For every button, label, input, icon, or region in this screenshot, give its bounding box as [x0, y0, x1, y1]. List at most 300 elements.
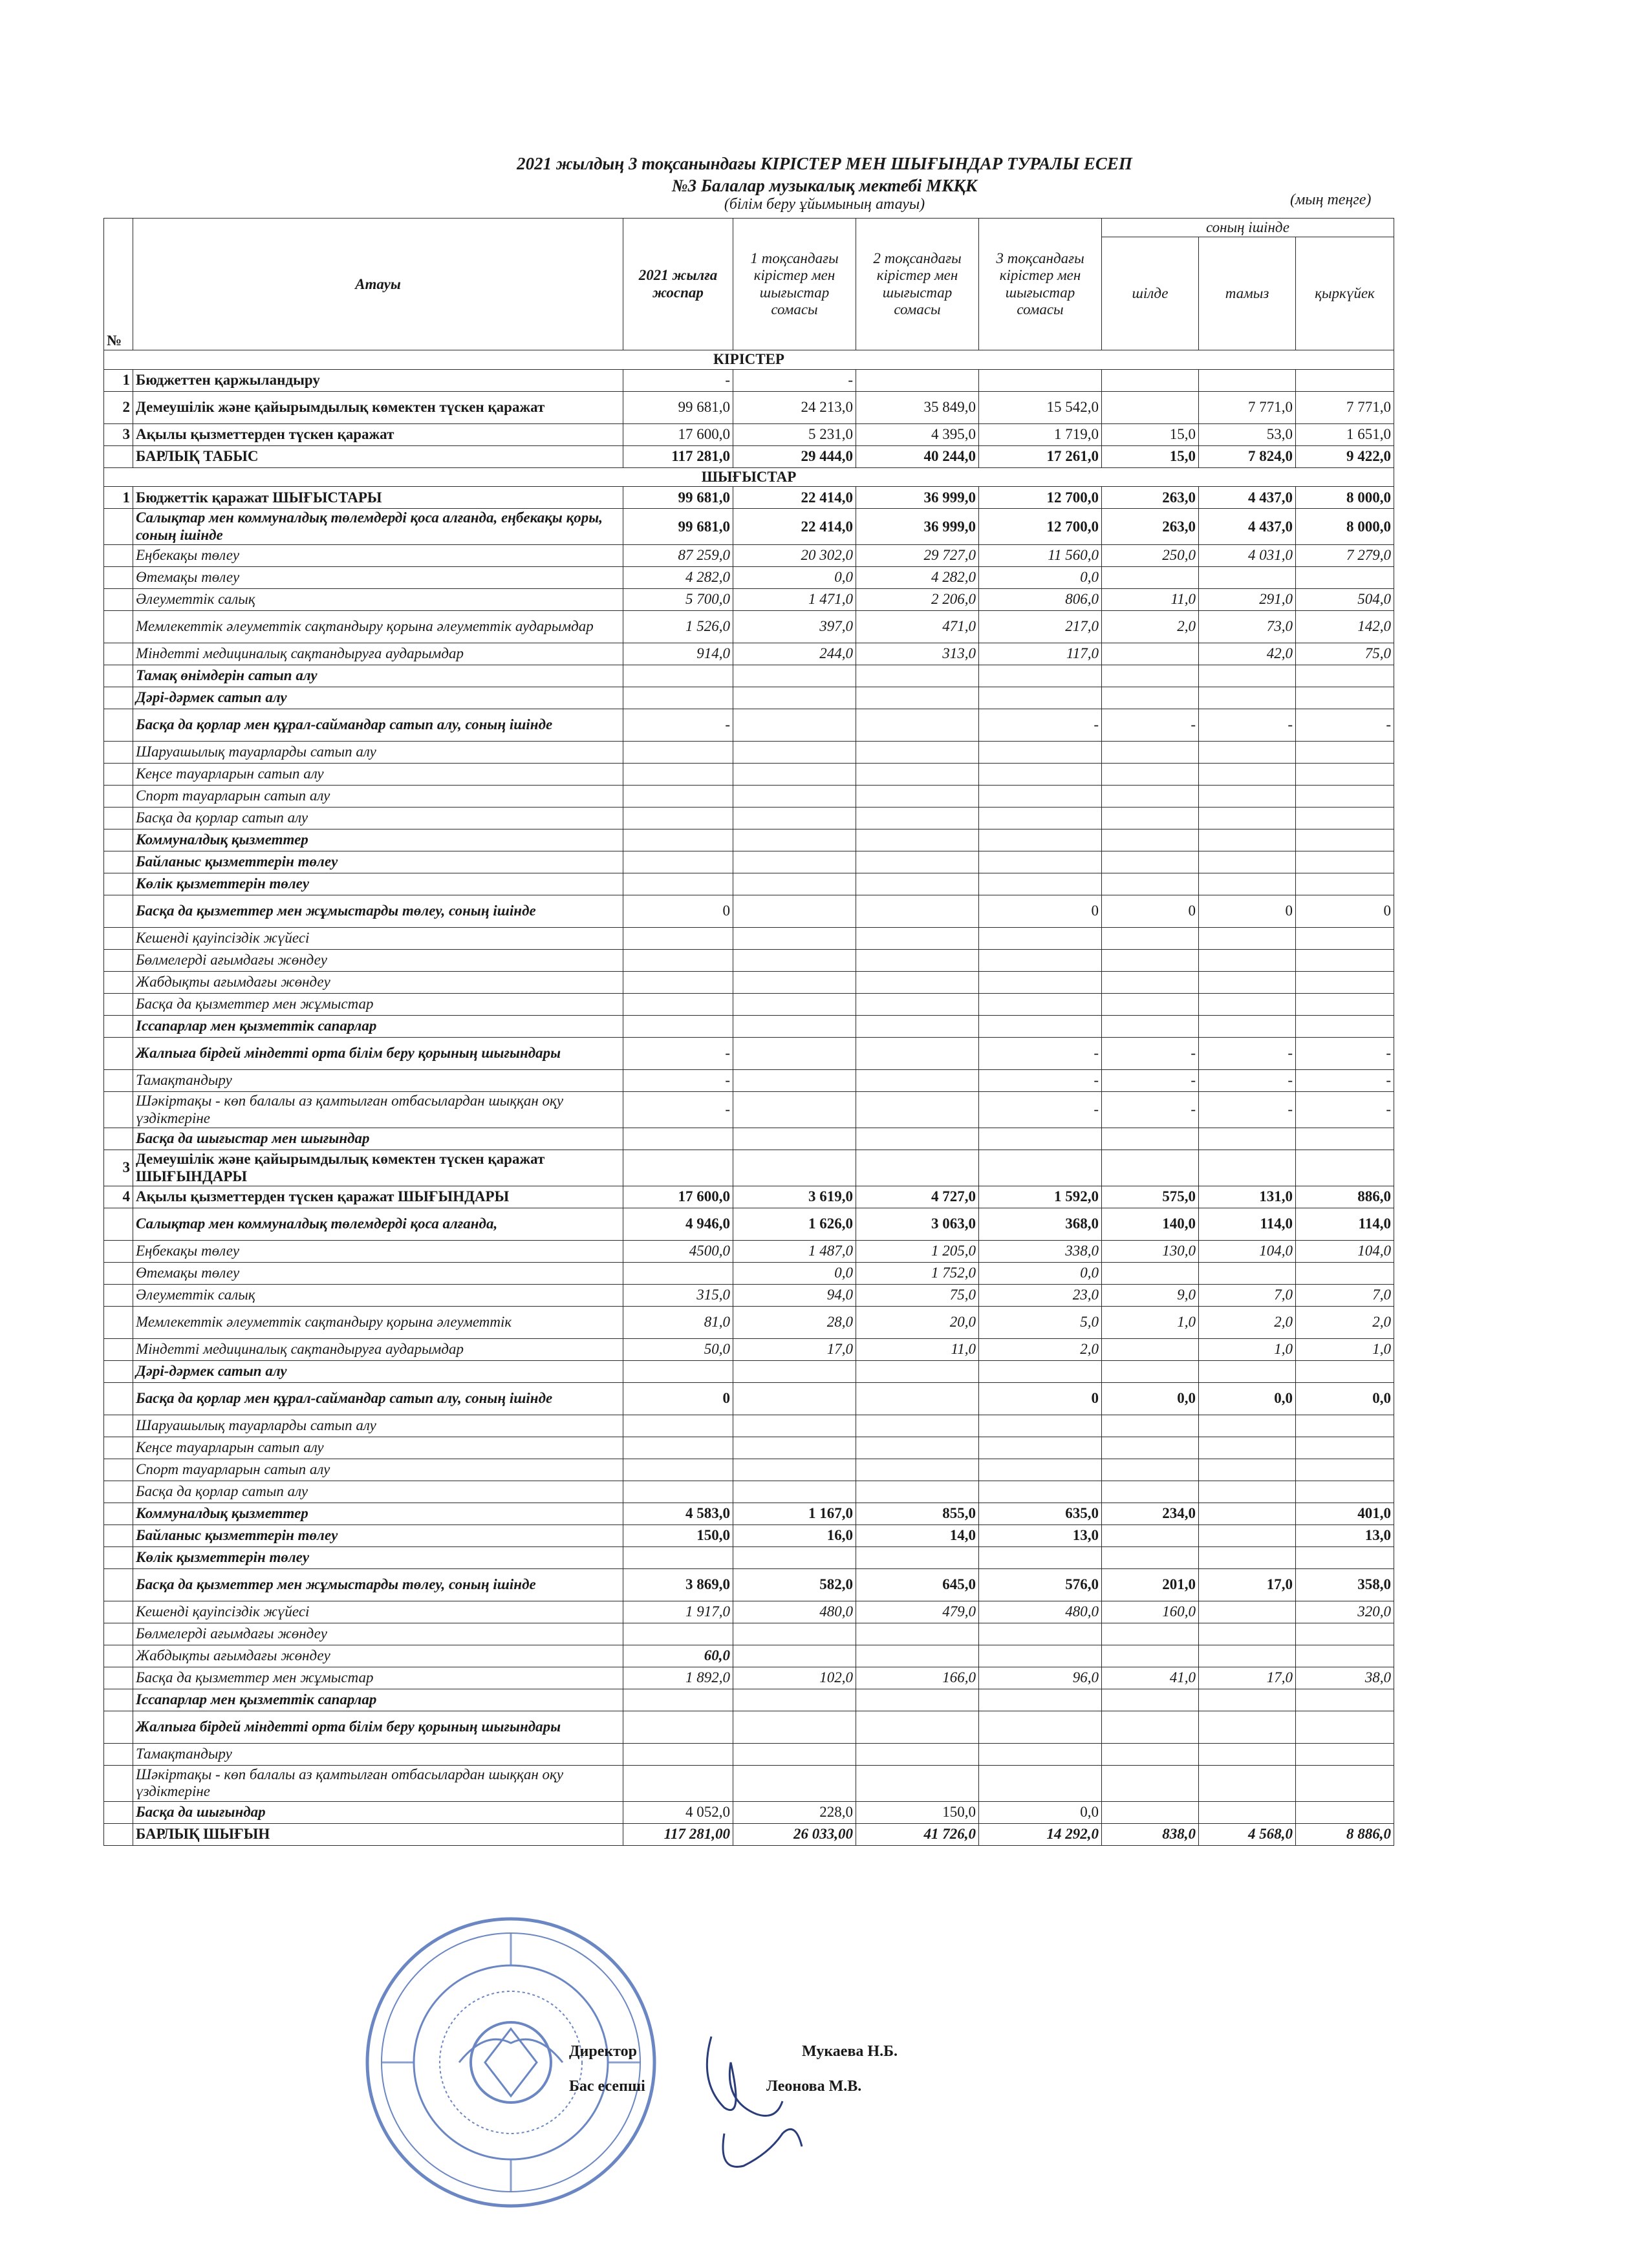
- value-cell: [979, 1437, 1102, 1459]
- value-cell: -: [1199, 709, 1296, 742]
- value-cell: [979, 1459, 1102, 1481]
- value-cell: 4 583,0: [623, 1503, 733, 1524]
- row-label: Коммуналдық қызметтер: [133, 1503, 623, 1524]
- value-cell: 36 999,0: [856, 509, 979, 545]
- value-cell: 9 422,0: [1296, 445, 1394, 467]
- row-number: [104, 589, 133, 611]
- value-cell: [1102, 1437, 1199, 1459]
- row-label: Спорт тауарларын сатып алу: [133, 1459, 623, 1481]
- row-label: Шаруашылық тауарларды сатып алу: [133, 1415, 623, 1437]
- row-label: Басқа да қызметтер мен жұмыстарды төлеу, соның ішінде: [133, 1568, 623, 1601]
- value-cell: [733, 1437, 856, 1459]
- col-name-header: Атауы: [133, 219, 623, 350]
- value-cell: 480,0: [979, 1601, 1102, 1623]
- value-cell: [1199, 665, 1296, 687]
- row-label: Жабдықты ағымдағы жөндеу: [133, 1645, 623, 1667]
- row-label: Байланыс қызметтерін төлеу: [133, 1524, 623, 1546]
- value-cell: 104,0: [1199, 1240, 1296, 1262]
- value-cell: 4 437,0: [1199, 509, 1296, 545]
- value-cell: 4 052,0: [623, 1801, 733, 1823]
- value-cell: [623, 687, 733, 709]
- value-cell: [1102, 369, 1199, 391]
- value-cell: [1199, 928, 1296, 950]
- value-cell: [623, 1623, 733, 1645]
- row-label: Мемлекеттік әлеуметтік сақтандыру қорына әлеуметтік: [133, 1306, 623, 1338]
- value-cell: 102,0: [733, 1667, 856, 1689]
- value-cell: 35 849,0: [856, 391, 979, 423]
- value-cell: 217,0: [979, 611, 1102, 643]
- row-number: [104, 1208, 133, 1240]
- unit-label: (мың теңге): [1290, 191, 1372, 208]
- report-table: [103, 218, 1394, 1846]
- value-cell: [1199, 1765, 1296, 1801]
- value-cell: 0: [623, 895, 733, 928]
- table-row: [104, 1360, 1394, 1382]
- value-cell: [733, 994, 856, 1016]
- value-cell: 114,0: [1296, 1208, 1394, 1240]
- value-cell: 645,0: [856, 1568, 979, 1601]
- value-cell: [1296, 1016, 1394, 1038]
- row-number: [104, 1601, 133, 1623]
- value-cell: [979, 1645, 1102, 1667]
- table-row: [104, 1823, 1394, 1845]
- value-cell: [1199, 1801, 1296, 1823]
- table-row: [104, 1070, 1394, 1092]
- value-cell: 4 568,0: [1199, 1823, 1296, 1845]
- table-row: [104, 851, 1394, 873]
- value-cell: 313,0: [856, 643, 979, 665]
- value-cell: [623, 1415, 733, 1437]
- value-cell: 7,0: [1296, 1284, 1394, 1306]
- value-cell: [1296, 829, 1394, 851]
- value-cell: 1 167,0: [733, 1503, 856, 1524]
- row-label: Жалпыға бірдей міндетті орта білім беру қорының шығындары: [133, 1711, 623, 1743]
- value-cell: [856, 1765, 979, 1801]
- value-cell: 0,0: [1199, 1382, 1296, 1415]
- value-cell: [1102, 1546, 1199, 1568]
- value-cell: [1102, 1016, 1199, 1038]
- value-cell: [623, 808, 733, 829]
- value-cell: 24 213,0: [733, 391, 856, 423]
- table-row: [104, 665, 1394, 687]
- value-cell: [1199, 1743, 1296, 1765]
- row-number: [104, 808, 133, 829]
- value-cell: [1199, 829, 1296, 851]
- value-cell: [733, 829, 856, 851]
- row-label: Кешенді қауіпсіздік жүйесі: [133, 1601, 623, 1623]
- value-cell: [1199, 1415, 1296, 1437]
- value-cell: 7 771,0: [1199, 391, 1296, 423]
- value-cell: 131,0: [1199, 1186, 1296, 1208]
- table-row: [104, 786, 1394, 808]
- value-cell: [1296, 567, 1394, 589]
- table-row: [104, 589, 1394, 611]
- table-row: [104, 1801, 1394, 1823]
- table-row: [104, 1481, 1394, 1503]
- value-cell: [856, 1459, 979, 1481]
- row-label: Көлік қызметтерін төлеу: [133, 1546, 623, 1568]
- table-row: [104, 1150, 1394, 1186]
- value-cell: [623, 1459, 733, 1481]
- value-cell: [979, 1743, 1102, 1765]
- table-row: [104, 1338, 1394, 1360]
- row-label: Ақылы қызметтерден түскен қаражат: [133, 423, 623, 445]
- value-cell: [733, 1070, 856, 1092]
- value-cell: [623, 1360, 733, 1382]
- value-cell: -: [623, 1092, 733, 1128]
- value-cell: [1296, 1459, 1394, 1481]
- row-label: Кеңсе тауарларын сатып алу: [133, 1437, 623, 1459]
- row-label: Басқа да шығындар: [133, 1801, 623, 1823]
- value-cell: [1296, 764, 1394, 786]
- value-cell: [733, 1765, 856, 1801]
- value-cell: [623, 786, 733, 808]
- row-label: Салықтар мен коммуналдық төлемдерді қоса алғанда, еңбекақы қоры, соның ішінде: [133, 509, 623, 545]
- row-number: [104, 1765, 133, 1801]
- handwritten-signature: [685, 2024, 815, 2179]
- value-cell: 1 205,0: [856, 1240, 979, 1262]
- value-cell: -: [979, 1070, 1102, 1092]
- value-cell: [1199, 1524, 1296, 1546]
- table-row: [104, 391, 1394, 423]
- value-cell: [856, 369, 979, 391]
- value-cell: 73,0: [1199, 611, 1296, 643]
- value-cell: [979, 1623, 1102, 1645]
- value-cell: 12 700,0: [979, 509, 1102, 545]
- value-cell: [856, 1092, 979, 1128]
- value-cell: 315,0: [623, 1284, 733, 1306]
- value-cell: [856, 1546, 979, 1568]
- value-cell: [1199, 808, 1296, 829]
- value-cell: [1199, 1546, 1296, 1568]
- value-cell: 16,0: [733, 1524, 856, 1546]
- value-cell: [1296, 873, 1394, 895]
- value-cell: [979, 829, 1102, 851]
- director-name: Мукаева Н.Б.: [802, 2043, 898, 2060]
- value-cell: [856, 950, 979, 972]
- value-cell: [1102, 994, 1199, 1016]
- value-cell: [623, 972, 733, 994]
- value-cell: [979, 1711, 1102, 1743]
- value-cell: [979, 1481, 1102, 1503]
- value-cell: [1296, 1360, 1394, 1382]
- row-label: Міндетті медициналық сақтандыруға аударымдар: [133, 643, 623, 665]
- value-cell: [733, 1415, 856, 1437]
- row-label: Коммуналдық қызметтер: [133, 829, 623, 851]
- value-cell: [1199, 994, 1296, 1016]
- table-row: [104, 1623, 1394, 1645]
- row-number: [104, 1437, 133, 1459]
- value-cell: [1199, 567, 1296, 589]
- value-cell: 480,0: [733, 1601, 856, 1623]
- value-cell: 29 444,0: [733, 445, 856, 467]
- row-label: Басқа да қызметтер мен жұмыстар: [133, 994, 623, 1016]
- table-row: [104, 1689, 1394, 1711]
- value-cell: 9,0: [1102, 1284, 1199, 1306]
- row-number: [104, 972, 133, 994]
- value-cell: 1,0: [1199, 1338, 1296, 1360]
- value-cell: 806,0: [979, 589, 1102, 611]
- table-row: [104, 687, 1394, 709]
- value-cell: 11,0: [856, 1338, 979, 1360]
- value-cell: 914,0: [623, 643, 733, 665]
- value-cell: [856, 665, 979, 687]
- value-cell: 8 886,0: [1296, 1823, 1394, 1845]
- value-cell: 397,0: [733, 611, 856, 643]
- row-number: [104, 1689, 133, 1711]
- value-cell: 41,0: [1102, 1667, 1199, 1689]
- value-cell: [856, 972, 979, 994]
- value-cell: [623, 1016, 733, 1038]
- value-cell: [623, 1128, 733, 1150]
- value-cell: 160,0: [1102, 1601, 1199, 1623]
- value-cell: 104,0: [1296, 1240, 1394, 1262]
- value-cell: 150,0: [856, 1801, 979, 1823]
- value-cell: [979, 742, 1102, 764]
- table-row: [104, 1503, 1394, 1524]
- value-cell: 3 063,0: [856, 1208, 979, 1240]
- value-cell: 17,0: [1199, 1667, 1296, 1689]
- value-cell: 11,0: [1102, 589, 1199, 611]
- value-cell: 575,0: [1102, 1186, 1199, 1208]
- value-cell: 855,0: [856, 1503, 979, 1524]
- value-cell: 13,0: [1296, 1524, 1394, 1546]
- col-month2-header: тамыз: [1199, 237, 1296, 350]
- value-cell: [979, 1016, 1102, 1038]
- value-cell: [1102, 1262, 1199, 1284]
- table-row: [104, 928, 1394, 950]
- row-label: Дәрі-дәрмек сатып алу: [133, 1360, 623, 1382]
- value-cell: [733, 808, 856, 829]
- value-cell: [1199, 1503, 1296, 1524]
- value-cell: -: [1102, 1038, 1199, 1070]
- value-cell: 5,0: [979, 1306, 1102, 1338]
- value-cell: [979, 1546, 1102, 1568]
- value-cell: 38,0: [1296, 1667, 1394, 1689]
- value-cell: 17 600,0: [623, 423, 733, 445]
- value-cell: 263,0: [1102, 509, 1199, 545]
- value-cell: [856, 1481, 979, 1503]
- value-cell: -: [1199, 1038, 1296, 1070]
- value-cell: 1 917,0: [623, 1601, 733, 1623]
- table-row: [104, 1186, 1394, 1208]
- value-cell: 8 000,0: [1296, 509, 1394, 545]
- table-row: [104, 1016, 1394, 1038]
- value-cell: [856, 1623, 979, 1645]
- value-cell: [1102, 1415, 1199, 1437]
- value-cell: 479,0: [856, 1601, 979, 1623]
- value-cell: [733, 1481, 856, 1503]
- table-row: [104, 764, 1394, 786]
- value-cell: 13,0: [979, 1524, 1102, 1546]
- value-cell: [733, 1689, 856, 1711]
- value-cell: [1102, 786, 1199, 808]
- row-number: [104, 829, 133, 851]
- row-label: Іссапарлар мен қызметтік сапарлар: [133, 1689, 623, 1711]
- row-number: [104, 1016, 133, 1038]
- value-cell: [1102, 391, 1199, 423]
- value-cell: 87 259,0: [623, 545, 733, 567]
- table-row: [104, 423, 1394, 445]
- value-cell: [1102, 1459, 1199, 1481]
- row-number: [104, 709, 133, 742]
- value-cell: [979, 1689, 1102, 1711]
- value-cell: [1296, 786, 1394, 808]
- value-cell: [623, 764, 733, 786]
- value-cell: [623, 1765, 733, 1801]
- value-cell: 75,0: [1296, 643, 1394, 665]
- value-cell: 0: [1199, 895, 1296, 928]
- row-number: [104, 1459, 133, 1481]
- value-cell: [1199, 1689, 1296, 1711]
- value-cell: 1 626,0: [733, 1208, 856, 1240]
- value-cell: 0,0: [733, 567, 856, 589]
- value-cell: [1102, 1481, 1199, 1503]
- value-cell: [1199, 1601, 1296, 1623]
- value-cell: 7,0: [1199, 1284, 1296, 1306]
- value-cell: 1 719,0: [979, 423, 1102, 445]
- row-number: 3: [104, 1150, 133, 1186]
- value-cell: [623, 1262, 733, 1284]
- value-cell: [856, 1016, 979, 1038]
- value-cell: [623, 928, 733, 950]
- row-number: [104, 1546, 133, 1568]
- row-number: [104, 1667, 133, 1689]
- value-cell: 0,0: [1102, 1382, 1199, 1415]
- value-cell: -: [1102, 1070, 1199, 1092]
- value-cell: [623, 742, 733, 764]
- value-cell: [856, 994, 979, 1016]
- table-row: [104, 808, 1394, 829]
- value-cell: 358,0: [1296, 1568, 1394, 1601]
- value-cell: 23,0: [979, 1284, 1102, 1306]
- row-label: Басқа да қорлар сатып алу: [133, 1481, 623, 1503]
- row-label: Басқа да қорлар мен құрал-саймандар сатып алу, соның ішінде: [133, 1382, 623, 1415]
- table-row: [104, 742, 1394, 764]
- value-cell: [733, 1016, 856, 1038]
- value-cell: [733, 786, 856, 808]
- value-cell: [979, 1765, 1102, 1801]
- row-number: [104, 1262, 133, 1284]
- row-label: Мемлекеттік әлеуметтік сақтандыру қорына әлеуметтік аударымдар: [133, 611, 623, 643]
- value-cell: 4 282,0: [856, 567, 979, 589]
- row-label: Өтемақы төлеу: [133, 567, 623, 589]
- row-number: [104, 1284, 133, 1306]
- value-cell: 4500,0: [623, 1240, 733, 1262]
- value-cell: 1,0: [1296, 1338, 1394, 1360]
- accountant-label: Бас есепші: [569, 2078, 645, 2095]
- row-label: Жалпыға бірдей міндетті орта білім беру қорының шығындары: [133, 1038, 623, 1070]
- value-cell: [979, 369, 1102, 391]
- col-including-header: соның ішінде: [1102, 219, 1394, 237]
- value-cell: 96,0: [979, 1667, 1102, 1689]
- table-row: [104, 1208, 1394, 1240]
- value-cell: [856, 1070, 979, 1092]
- value-cell: 41 726,0: [856, 1823, 979, 1845]
- value-cell: [1199, 1262, 1296, 1284]
- value-cell: [733, 1150, 856, 1186]
- row-label: Еңбекақы төлеу: [133, 1240, 623, 1262]
- value-cell: [979, 1128, 1102, 1150]
- row-label: Әлеуметтік салық: [133, 589, 623, 611]
- value-cell: 234,0: [1102, 1503, 1199, 1524]
- value-cell: 99 681,0: [623, 391, 733, 423]
- value-cell: [733, 1092, 856, 1128]
- row-label: Бюджеттік қаражат ШЫҒЫСТАРЫ: [133, 487, 623, 509]
- value-cell: 201,0: [1102, 1568, 1199, 1601]
- row-number: [104, 950, 133, 972]
- row-number: [104, 994, 133, 1016]
- col-month1-header: шілде: [1102, 237, 1199, 350]
- value-cell: [1199, 972, 1296, 994]
- table-row: [104, 709, 1394, 742]
- col-q1-header: 1 тоқсандағы кірістер мен шығыстар сомасы: [733, 219, 856, 350]
- row-label: Іссапарлар мен қызметтік сапарлар: [133, 1016, 623, 1038]
- value-cell: [1102, 1360, 1199, 1382]
- value-cell: 320,0: [1296, 1601, 1394, 1623]
- table-row: [104, 369, 1394, 391]
- value-cell: [623, 1689, 733, 1711]
- value-cell: [1296, 1765, 1394, 1801]
- value-cell: [1102, 1711, 1199, 1743]
- table-row: [104, 1524, 1394, 1546]
- value-cell: 3 869,0: [623, 1568, 733, 1601]
- value-cell: [733, 1360, 856, 1382]
- value-cell: 1 752,0: [856, 1262, 979, 1284]
- value-cell: [1296, 742, 1394, 764]
- row-number: [104, 611, 133, 643]
- value-cell: [733, 1382, 856, 1415]
- row-number: [104, 665, 133, 687]
- row-number: [104, 851, 133, 873]
- value-cell: [1102, 1801, 1199, 1823]
- row-number: [104, 687, 133, 709]
- table-row: [104, 643, 1394, 665]
- value-cell: 4 282,0: [623, 567, 733, 589]
- value-cell: -: [1102, 1092, 1199, 1128]
- value-cell: [1102, 851, 1199, 873]
- value-cell: [979, 1415, 1102, 1437]
- value-cell: [856, 808, 979, 829]
- table-row: [104, 1743, 1394, 1765]
- value-cell: 81,0: [623, 1306, 733, 1338]
- value-cell: -: [1199, 1092, 1296, 1128]
- value-cell: 2 206,0: [856, 589, 979, 611]
- value-cell: [856, 1150, 979, 1186]
- value-cell: -: [1102, 709, 1199, 742]
- value-cell: [733, 742, 856, 764]
- value-cell: [1296, 972, 1394, 994]
- value-cell: [856, 1360, 979, 1382]
- col-month3-header: қыркүйек: [1296, 237, 1394, 350]
- table-row: [104, 611, 1394, 643]
- value-cell: [1199, 1150, 1296, 1186]
- value-cell: 26 033,00: [733, 1823, 856, 1845]
- row-label: Әлеуметтік салық: [133, 1284, 623, 1306]
- value-cell: [733, 873, 856, 895]
- value-cell: [1199, 1481, 1296, 1503]
- value-cell: 4 437,0: [1199, 487, 1296, 509]
- value-cell: [1102, 972, 1199, 994]
- row-number: [104, 545, 133, 567]
- value-cell: [623, 829, 733, 851]
- value-cell: [1199, 1437, 1296, 1459]
- value-cell: 0,0: [979, 567, 1102, 589]
- value-cell: 117 281,0: [623, 445, 733, 467]
- row-number: [104, 567, 133, 589]
- row-label: Басқа да қорлар мен құрал-саймандар сатып алу, соның ішінде: [133, 709, 623, 742]
- row-label: БАРЛЫҚ ШЫҒЫН: [133, 1823, 623, 1845]
